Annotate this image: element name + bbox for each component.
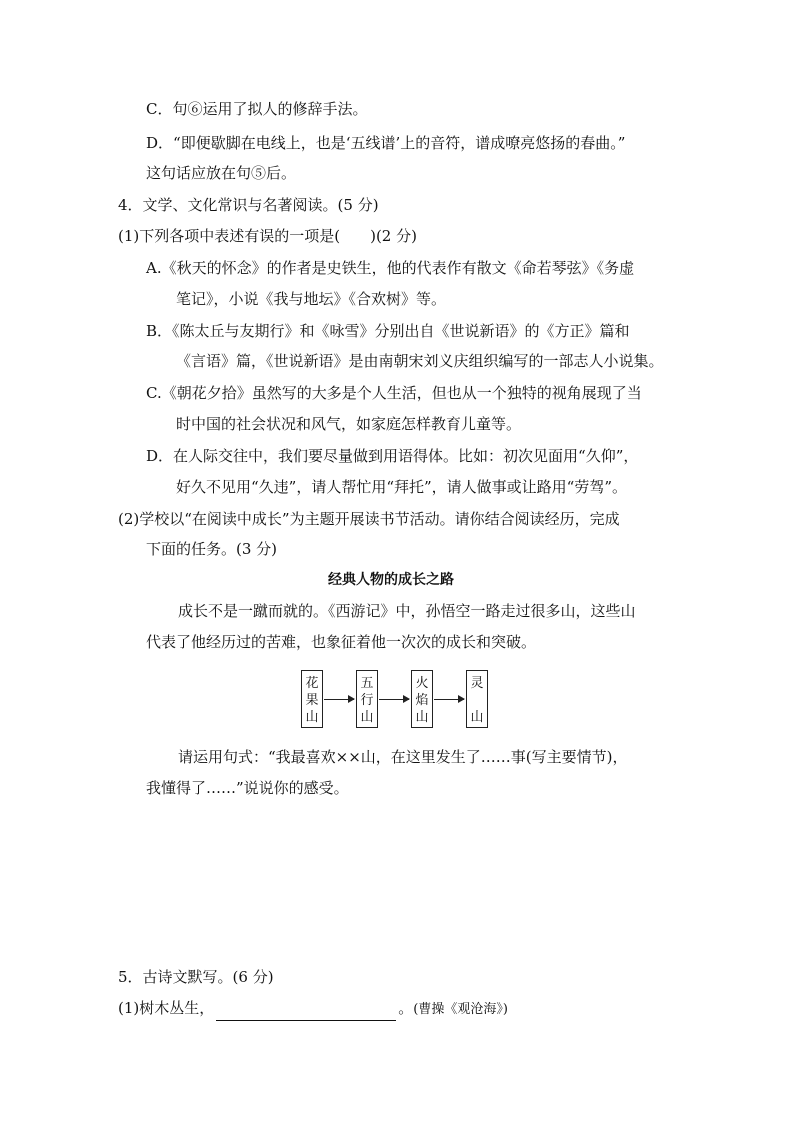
q5-item1-suffix: 。: [398, 999, 414, 1017]
q3-option-d-line2: 这句话应放在句⑤后。: [146, 164, 297, 182]
q4-option-b-line2: 《言语》篇，《世说新语》是由南朝宋刘义庆组织编写的一部志人小说集。: [176, 352, 664, 370]
q5-item1-prefix: (1)树木丛生，: [118, 999, 215, 1017]
task-prompt-line1: 请运用句式：“我最喜欢××山，在这里发生了……事(写主要情节)，: [178, 748, 628, 766]
q5-item1-source: (曹操《观沧海》): [413, 1002, 508, 1017]
mountain-box-huoyan: 火 焰 山: [411, 670, 433, 728]
q4-part2-line2: 下面的任务。(3 分): [146, 540, 278, 558]
mountain-box-ling: 灵 山: [466, 670, 488, 728]
q4-option-d-line1: D．在人际交往中，我们要尽量做到用语得体。比如：初次见面用“久仰”，: [146, 447, 639, 465]
q4-option-c-line1: C.《朝花夕拾》虽然写的大多是个人生活，但也从一个独特的视角展现了当: [146, 384, 642, 402]
q3-option-c: C．句⑥运用了拟人的修辞手法。: [146, 100, 368, 118]
q4-option-d-line2: 好久不见用“久违”，请人帮忙用“拜托”，请人做事或让路用“劳驾”。: [176, 478, 628, 496]
q4-option-b-line1: B．《陈太丘与友期行》和《咏雪》分别出自《世说新语》的《方正》篇和: [146, 322, 630, 340]
story-paragraph-line1: 成长不是一蹴而就的。《西游记》中，孙悟空一路走过很多山，这些山: [178, 602, 636, 620]
story-paragraph-line2: 代表了他经历过的苦难，也象征着他一次次的成长和突破。: [146, 633, 537, 651]
answer-blank[interactable]: [216, 1004, 396, 1021]
section-title: 经典人物的成长之路: [328, 572, 454, 588]
arrow-icon: [434, 699, 464, 700]
q4-part1-stem: (1)下列各项中表述有误的一项是( )(2 分): [118, 227, 417, 245]
q4-heading: 4．文学、文化常识与名著阅读。(5 分): [118, 196, 379, 214]
q3-option-d-line1: D．“即便歇脚在电线上，也是‘五线谱’上的音符，谱成嘹亮悠扬的春曲。”: [146, 134, 626, 152]
mountain-box-huaguo: 花 果 山: [301, 670, 323, 728]
arrow-icon: [379, 699, 409, 700]
mountain-box-wuxing: 五 行 山: [356, 670, 378, 728]
task-prompt-line2: 我懂得了……”说说你的感受。: [146, 779, 349, 797]
q4-option-a-line1: A.《秋天的怀念》的作者是史铁生，他的代表作有散文《命若琴弦》《务虚: [146, 259, 635, 277]
q4-part2-line1: (2)学校以“在阅读中成长”为主题开展读书节活动。请你结合阅读经历，完成: [118, 510, 620, 528]
q5-item1: [118, 997, 508, 1021]
q5-heading: 5．古诗文默写。(6 分): [118, 968, 274, 986]
q4-option-a-line2: 笔记》，小说《我与地坛》《合欢树》等。: [176, 290, 447, 308]
arrow-icon: [324, 699, 354, 700]
q4-option-c-line2: 时中国的社会状况和风气，如家庭怎样教育儿童等。: [176, 415, 522, 433]
